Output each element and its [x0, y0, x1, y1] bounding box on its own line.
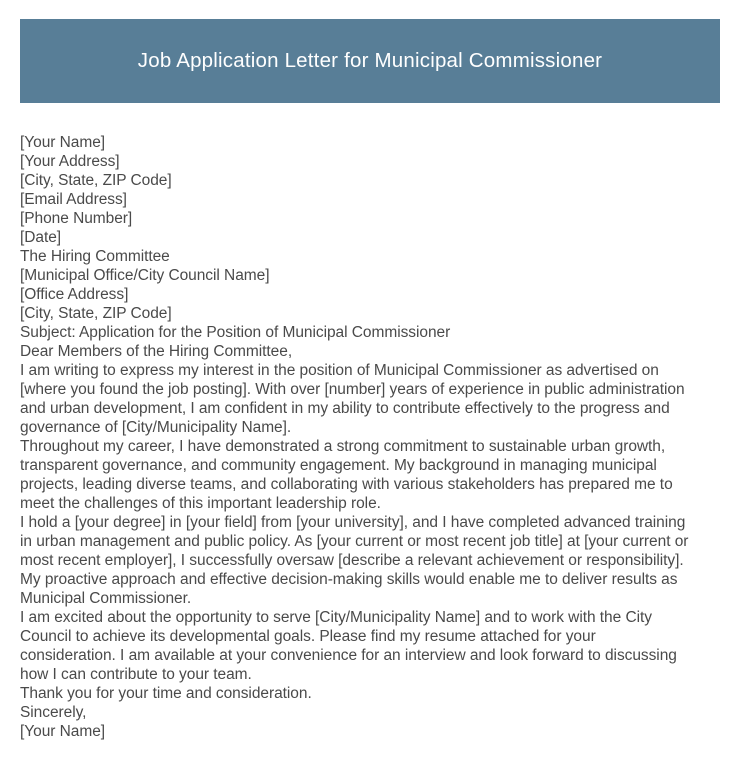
letter-line: most recent employer], I successfully oversaw [describe a relevant achievement or responsibility]. — [20, 552, 684, 569]
letter-line: Throughout my career, I have demonstrated a strong commitment to sustainable urban growth, — [20, 438, 666, 455]
letter-line: meet the challenges of this important leadership role. — [20, 495, 381, 512]
letter-line: [Email Address] — [20, 191, 127, 208]
letter-line: The Hiring Committee — [20, 248, 170, 265]
letter-line: and urban development, I am confident in my ability to contribute effectively to the progress and — [20, 400, 670, 417]
letter-line: [Municipal Office/City Council Name] — [20, 267, 270, 284]
letter-line: Dear Members of the Hiring Committee, — [20, 343, 293, 360]
letter-line: consideration. I am available at your convenience for an interview and look forward to discussing — [20, 647, 677, 664]
letter-line: Municipal Commissioner. — [20, 590, 192, 607]
letter-line: [Office Address] — [20, 286, 129, 303]
letter-line: Council to achieve its developmental goals. Please find my resume attached for your — [20, 628, 596, 645]
letter-line: projects, leading diverse teams, and collaborating with various stakeholders has prepared me to — [20, 476, 673, 493]
page-title: Job Application Letter for Municipal Commissioner — [137, 49, 603, 72]
letter-line: Subject: Application for the Position of Municipal Commissioner — [20, 324, 451, 341]
letter-line: Sincerely, — [20, 704, 87, 721]
letter-title-banner — [20, 19, 720, 103]
letter-line: [Phone Number] — [20, 210, 133, 227]
letter-line: [Date] — [20, 229, 62, 246]
letter-line: My proactive approach and effective decision-making skills would enable me to deliver results as — [20, 571, 678, 588]
letter-line: I am excited about the opportunity to serve [City/Municipality Name] and to work with the City — [20, 609, 652, 626]
letter-line: Thank you for your time and consideration. — [20, 685, 312, 702]
letter-line: governance of [City/Municipality Name]. — [20, 419, 292, 436]
letter-line: [City, State, ZIP Code] — [20, 305, 172, 322]
letter-line: I hold a [your degree] in [your field] from [your university], and I have completed advanced training — [20, 514, 686, 531]
letter-line: [City, State, ZIP Code] — [20, 172, 172, 189]
letter-line: how I can contribute to your team. — [20, 666, 252, 683]
letter-line: transparent governance, and community engagement. My background in managing municipal — [20, 457, 657, 474]
letter-line: [Your Name] — [20, 723, 106, 740]
letter-body — [20, 133, 734, 741]
letter-line: [Your Address] — [20, 153, 120, 170]
letter-line: in urban management and public policy. As [your current or most recent job title] at [your current or — [20, 533, 689, 550]
letter-line: [Your Name] — [20, 134, 106, 151]
letter-line: [where you found the job posting]. With over [number] years of experience in public administration — [20, 381, 685, 398]
letter-line: I am writing to express my interest in the position of Municipal Commissioner as advertised on — [20, 362, 659, 379]
